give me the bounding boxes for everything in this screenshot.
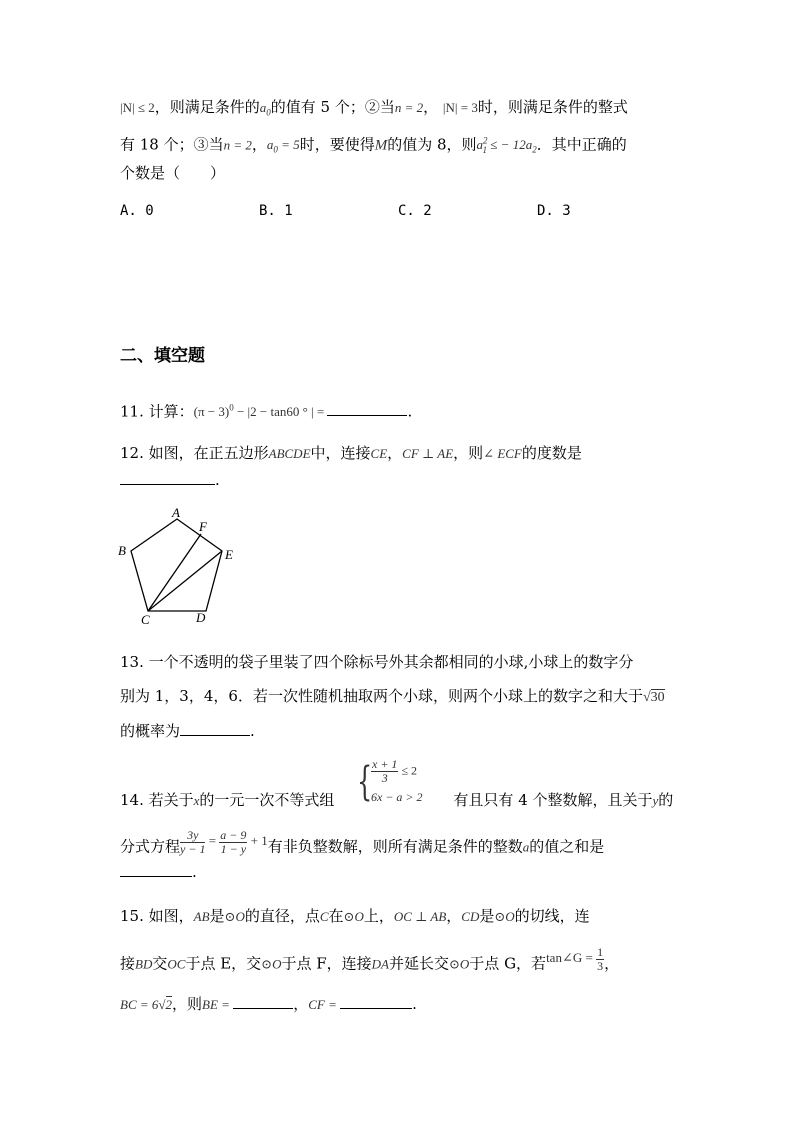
q15-text: 并延长交 (388, 954, 449, 973)
q10-n-eq: n = 2 (394, 100, 424, 115)
q12-text: ，则 (453, 444, 484, 462)
q14-line2 (120, 828, 605, 862)
q10-line2 (120, 131, 627, 160)
q14-text: 的 (658, 791, 674, 809)
q13-sqrt: √30 (642, 690, 665, 705)
q15-text: 于点 G，若 (469, 954, 547, 973)
q10-text: 时，则满足条件的整式 (477, 98, 628, 116)
q15-bc: BC = 6√2 (120, 997, 173, 1012)
q10-text: ．其中正确的 (536, 135, 627, 154)
q10-text: ，则满足条件的 (154, 98, 260, 116)
pentagon-shape (131, 519, 222, 611)
label-b: B (118, 543, 126, 558)
q14-text: 有非负整数解，则所有满足条件的整数 (267, 837, 523, 856)
q10-line3 (120, 163, 225, 183)
circle-o-symbol: ⊙O (224, 909, 245, 924)
circle-o-symbol: ⊙O (494, 909, 515, 924)
label-e: E (225, 547, 233, 562)
q15-text: 的切线，连 (514, 907, 590, 925)
q14-var: y (652, 793, 659, 808)
q15-math: OC ⊥ AB (393, 909, 447, 924)
q14-equation: $\frac{3y}{y - 1}$ = $\frac{a - 9}{1 - y}$ + 1 (180, 828, 268, 856)
q14-sys-row2: 6x − a > 2 (371, 790, 423, 804)
q14-text: 14. 若关于 (120, 791, 194, 809)
q15-math: CD (461, 909, 480, 924)
q12-text: 的度数是 (521, 444, 582, 462)
q12-math: CF ⊥ AE (402, 446, 454, 461)
q14-var: x (193, 793, 200, 808)
label-c: C (141, 612, 150, 627)
q12-text: 12. 如图，在正五边形 (120, 444, 269, 462)
label-f: F (199, 519, 207, 534)
q13-line3: 的概率为 . (120, 719, 255, 741)
q15-text: 是 (209, 907, 225, 925)
option-a[interactable]: A. 0 (120, 203, 154, 219)
q15-math: AB (193, 909, 210, 924)
option-c[interactable]: C. 2 (398, 203, 432, 219)
label-a: A (172, 505, 180, 520)
q10-text: 时，要使得 (299, 135, 375, 154)
q15-text: ， (446, 907, 462, 925)
q12-math: ∠ ECF (483, 446, 522, 461)
q14-line1 (120, 790, 673, 811)
q15-text: 接 (120, 954, 136, 973)
q14-line3: . (120, 860, 197, 882)
q12-line1 (120, 443, 582, 464)
q14-text: 的值之和是 (529, 837, 605, 856)
q10-text: 的值有 5 个；②当 (270, 98, 395, 116)
q15-text: ， (604, 954, 620, 973)
q14-text: 有且只有 4 个整数解，且关于 (453, 791, 653, 809)
q10-text: 的值为 8，则 (387, 135, 477, 154)
pentagon-figure (112, 505, 247, 627)
q10-m: M (374, 137, 388, 154)
q14-text: 的一元一次不等式组 (199, 791, 335, 809)
segment-ce (148, 551, 222, 611)
q10-text: 个数是（ ） (120, 164, 226, 182)
circle-o-symbol: ⊙O (449, 956, 470, 972)
q13-answer-blank[interactable] (180, 719, 250, 736)
q14-brace: { (357, 759, 373, 805)
q10-n-abs: |N| ≤ 2 (120, 100, 155, 115)
q10-line1 (120, 97, 628, 123)
q15-cf-answer-blank[interactable] (340, 992, 412, 1009)
q11-expr: $(\pi - 3)^0 - |2 - \tan 60$ ° | = (193, 403, 328, 420)
q15-text: 上， (363, 907, 394, 925)
q14-answer-blank[interactable] (120, 860, 192, 877)
q14-sys-row1: $\frac{x + 1}{3}$ ≤ 2 (372, 757, 418, 785)
q15-text: ， (293, 995, 309, 1013)
q15-tan: tan∠G = $\frac{1}{3}$ (546, 945, 604, 973)
q12-math: ABCDE (268, 446, 311, 461)
q10-ineq: $a^2_1$ ≤ − $12a_2$ (476, 136, 537, 155)
q15-math: C (319, 909, 329, 924)
q10-n-abs3: |N| = 3 (442, 100, 478, 115)
q15-text: 于点 F，连接 (281, 954, 372, 973)
q12-text: 中，连接 (310, 444, 371, 462)
q13-line1: 13. 一个不透明的袋子里装了四个除标号外其余都相同的小球,小球上的数字分 (120, 653, 634, 671)
q14-var: a (522, 839, 530, 855)
q15-text: 于点 E，交 (185, 954, 262, 973)
q10-text: ， (251, 135, 267, 154)
q15-math: DA (371, 956, 389, 972)
q15-math: OC (167, 956, 186, 972)
q15-line1 (120, 906, 590, 927)
q15-math: BD (135, 956, 153, 972)
q15-text: 在 (328, 907, 344, 925)
q15-line3: BC = 6√2，则BE = ，CF = . (120, 992, 417, 1015)
q15-math: CF = (308, 997, 341, 1012)
segment-cf (148, 534, 201, 611)
q15-text: 交 (152, 954, 168, 973)
q10-text: 有 18 个；③当 (120, 135, 224, 154)
q12-line2: . (120, 468, 220, 490)
q12-text: ， (387, 444, 403, 462)
q11-label: 11. 计算： (120, 402, 194, 421)
q11-answer-blank[interactable] (327, 399, 407, 416)
q15-text: ，则 (172, 995, 203, 1013)
q12-math: CE (370, 446, 388, 461)
option-b[interactable]: B. 1 (259, 203, 293, 219)
q15-text: 是 (479, 907, 495, 925)
option-d[interactable]: D. 3 (537, 203, 571, 219)
q10-a0: $a_0$ (259, 100, 271, 118)
q13-line2 (120, 686, 665, 708)
q15-math: BE = (202, 997, 234, 1012)
q10-a0-eq: $a_0 = 5$ (266, 137, 300, 155)
circle-o-symbol: ⊙O (261, 956, 282, 972)
circle-o-symbol: ⊙O (343, 909, 364, 924)
q14-text: 分式方程 (120, 837, 181, 856)
q13-text: 别为 1，3，4，6．若一次性随机抽取两个小球，则两个小球上的数字之和大于 (120, 687, 643, 705)
q12-answer-blank[interactable] (120, 468, 215, 485)
q10-n-eq: n = 2 (223, 137, 252, 153)
q11-line: 11. 计算：$(\pi - 3)^0 - |2 - \tan 60$ ° | = . (120, 398, 412, 422)
q15-be-answer-blank[interactable] (233, 992, 293, 1009)
q15-line2 (120, 945, 620, 979)
q10-text: ， (423, 98, 439, 116)
q13-text: 的概率为 (120, 722, 181, 740)
q15-text: 的直径，点 (244, 907, 320, 925)
q15-text: 15. 如图， (120, 907, 194, 925)
section-heading: 二、填空题 (120, 346, 205, 366)
label-d: D (196, 610, 206, 625)
